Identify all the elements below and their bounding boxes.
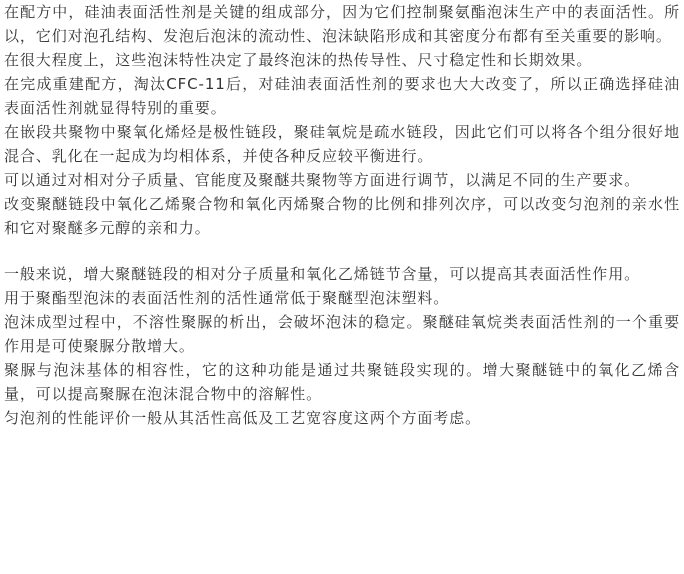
paragraph-adjustment: 可以通过对相对分子质量、官能度及聚醚共聚物等方面进行调节，以满足不同的生产要求。: [4, 171, 641, 189]
paragraph-block-copolymer: 在嵌段共聚物中聚氧化烯烃是极性链段，聚硅氧烷是疏水链段，因此它们可以将各个组分很好地混合、乳化在一起成为均相体系，并使各种反应较平衡进行。: [4, 123, 680, 165]
paragraph-eo-po-ratio: 改变聚醚链段中氧化乙烯聚合物和氧化丙烯聚合物的比例和排列次序，可以改变匀泡剂的亲水性和它对聚醚多元醇的亲和力。: [4, 195, 680, 237]
paragraph-polyester-foam: 用于聚酯型泡沫的表面活性剂的活性通常低于聚醚型泡沫塑料。: [4, 289, 450, 307]
paragraph-surface-activity: 一般来说，增大聚醚链段的相对分子质量和氧化乙烯链节含量，可以提高其表面活性作用。: [4, 265, 641, 283]
article-body: [4, 0, 680, 430]
paragraph-polyurea-precipitation: 泡沫成型过程中，不溶性聚脲的析出，会破坏泡沫的稳定。聚醚硅氧烷类表面活性剂的一个重要作用是可使聚脲分散增大。: [4, 313, 680, 355]
paragraph-spacer: [4, 240, 680, 262]
paragraph-foam-properties: 在很大程度上，这些泡沫特性决定了最终泡沫的热传导性、尺寸稳定性和长期效果。: [4, 51, 593, 69]
paragraph-surfactant-role: 在配方中，硅油表面活性剂是关键的组成部分，因为它们控制聚氨酯泡沫生产中的表面活性。所以，它们对泡孔结构、发泡后泡沫的流动性、泡沫缺陷形成和其密度分布都有至关重要的影响。: [4, 3, 680, 45]
paragraph-polyurea-compatibility: 聚脲与泡沫基体的相容性，它的这种功能是通过共聚链段实现的。增大聚醚链中的氧化乙烯含量，可以提高聚脲在泡沫混合物中的溶解性。: [4, 361, 680, 403]
paragraph-evaluation: 匀泡剂的性能评价一般从其活性高低及工艺宽容度这两个方面考虑。: [4, 409, 482, 427]
paragraph-cfc11-replacement: 在完成重建配方，淘汰CFC-11后，对硅油表面活性剂的要求也大大改变了，所以正确选择硅油表面活性剂就显得特别的重要。: [4, 75, 680, 117]
